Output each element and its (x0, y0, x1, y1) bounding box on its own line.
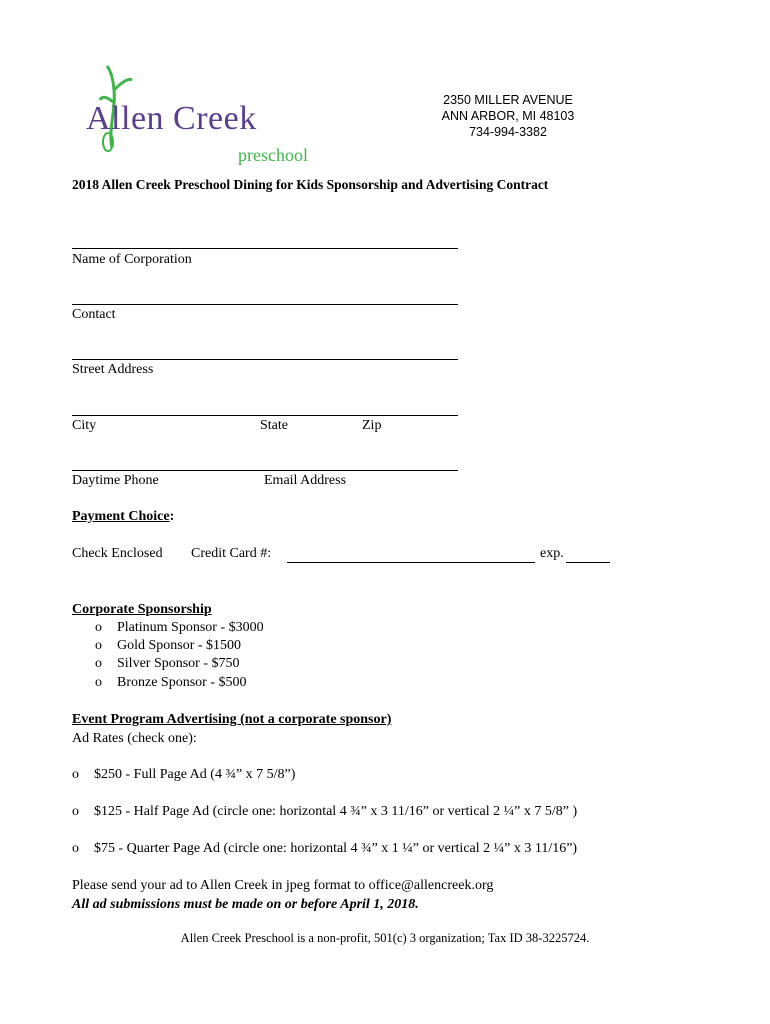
sponsorship-heading: Corporate Sponsorship (72, 602, 212, 617)
corporation-field[interactable] (72, 248, 458, 249)
payment-colon: : (169, 509, 175, 524)
nonprofit-notice: Allen Creek Preschool is a non-profit, 501(c) 3 organization; Tax ID 38-3225724. (180, 931, 590, 945)
sponsor-option-label: Silver Sponsor - $750 (117, 656, 240, 671)
sponsor-option-bronze[interactable] (95, 675, 247, 691)
sponsor-option-label: Platinum Sponsor - $3000 (117, 620, 264, 635)
phone-label: Daytime Phone (72, 473, 159, 488)
address-street: 2350 MILLER AVENUE (443, 93, 573, 107)
address-city: ANN ARBOR, MI 48103 (441, 109, 575, 123)
city-label: City (72, 418, 97, 433)
contact-field[interactable] (72, 304, 458, 305)
ad-rates-label: Ad Rates (check one): (72, 731, 197, 746)
ad-option-half-page[interactable] (72, 804, 577, 820)
checkbox-circle-icon: o (95, 638, 102, 653)
ad-option-label: $125 - Half Page Ad (circle one: horizontal 4 ¾” x 3 11/16” or vertical 2 ¼” x 7 5/8” ) (94, 804, 578, 819)
check-enclosed-option[interactable]: Check Enclosed (72, 546, 163, 561)
checkbox-circle-icon: o (95, 675, 102, 690)
checkbox-circle-icon: o (72, 767, 79, 782)
checkbox-circle-icon: o (95, 620, 102, 635)
credit-card-number-field[interactable] (287, 550, 535, 563)
state-label: State (260, 418, 288, 433)
checkbox-circle-icon: o (72, 841, 79, 856)
allen-creek-logo (80, 60, 330, 170)
send-ad-instructions: Please send your ad to Allen Creek in jpeg format to office@allencreek.org (72, 878, 494, 893)
city-state-zip-field[interactable] (72, 415, 458, 416)
sponsor-option-gold[interactable] (95, 638, 241, 654)
ad-option-label: $250 - Full Page Ad (4 ¾” x 7 5/8”) (94, 767, 296, 782)
corporation-label: Name of Corporation (72, 252, 192, 267)
address-phone: 734-994-3382 (469, 125, 547, 139)
deadline-notice: All ad submissions must be made on or before April 1, 2018. (72, 897, 419, 912)
logo-subtitle: preschool (238, 145, 308, 165)
advertising-heading: Event Program Advertising (not a corporate sponsor) (72, 712, 392, 727)
page-title: 2018 Allen Creek Preschool Dining for Kids Sponsorship and Advertising Contract (72, 177, 549, 192)
email-label: Email Address (264, 473, 347, 488)
ad-option-full-page[interactable] (72, 767, 295, 783)
payment-heading-row (72, 509, 174, 525)
credit-card-label: Credit Card #: (191, 546, 272, 561)
credit-card-exp-field[interactable] (566, 550, 610, 563)
sponsor-option-silver[interactable] (95, 656, 240, 672)
contact-label: Contact (72, 307, 116, 322)
street-label: Street Address (72, 362, 154, 377)
phone-email-field[interactable] (72, 470, 458, 471)
zip-label: Zip (362, 418, 382, 433)
sponsor-option-label: Gold Sponsor - $1500 (117, 638, 242, 653)
street-field[interactable] (72, 359, 458, 360)
logo-wordmark: Allen Creek (86, 100, 257, 137)
sponsor-option-platinum[interactable] (95, 620, 264, 636)
sponsor-option-label: Bronze Sponsor - $500 (117, 675, 247, 690)
payment-heading: Payment Choice (72, 509, 170, 524)
checkbox-circle-icon: o (72, 804, 79, 819)
ad-option-quarter-page[interactable] (72, 841, 577, 857)
checkbox-circle-icon: o (95, 656, 102, 671)
exp-label: exp. (540, 546, 564, 561)
ad-option-label: $75 - Quarter Page Ad (circle one: horizontal 4 ¾” x 1 ¼” or vertical 2 ¼” x 3 11/16”) (94, 841, 578, 856)
